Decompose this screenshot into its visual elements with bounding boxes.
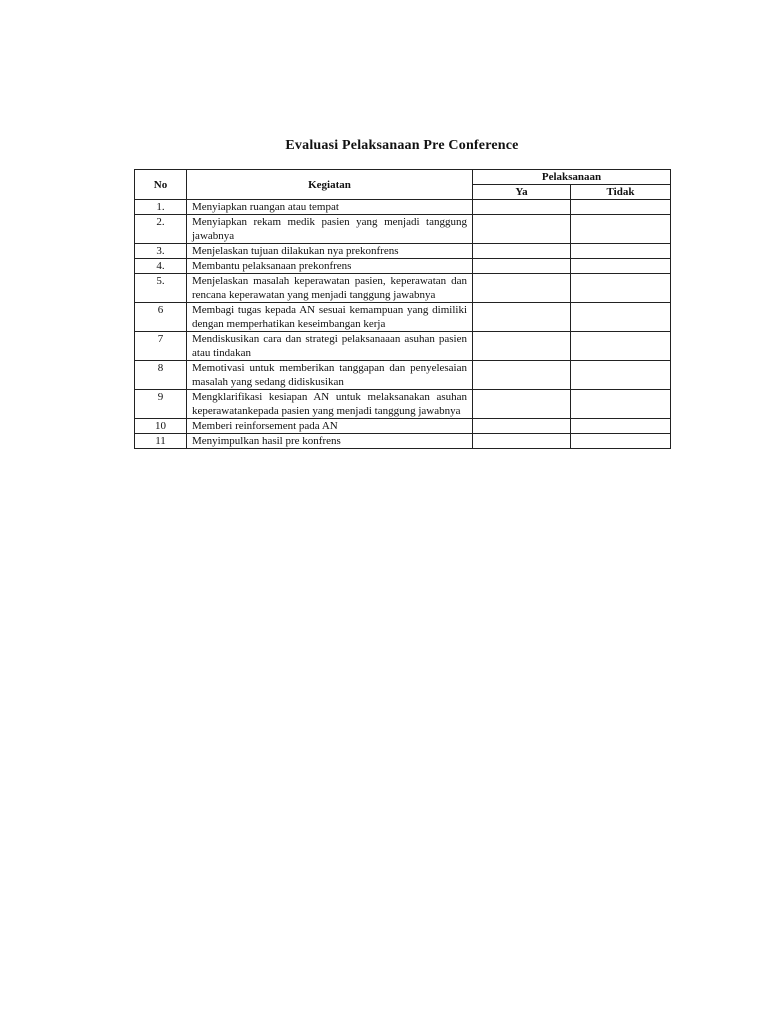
ya-cell — [473, 390, 571, 419]
ya-cell — [473, 419, 571, 434]
row-number: 6 — [135, 303, 187, 332]
row-kegiatan: Membantu pelaksanaan prekonfrens — [187, 259, 473, 274]
tidak-cell — [571, 303, 671, 332]
header-ya: Ya — [473, 185, 571, 200]
row-number: 9 — [135, 390, 187, 419]
document-title: Evaluasi Pelaksanaan Pre Conference — [285, 138, 519, 153]
table-row — [135, 259, 671, 274]
table-row — [135, 361, 671, 390]
ya-cell — [473, 244, 571, 259]
row-kegiatan: Mengklarifikasi kesiapan AN untuk melaksanakan asuhan keperawatankepada pasien yang menjadi tanggung jawabnya — [187, 390, 473, 419]
tidak-cell — [571, 200, 671, 215]
header-pelaksanaan: Pelaksanaan — [473, 170, 671, 185]
row-number: 1. — [135, 200, 187, 215]
tidak-cell — [571, 361, 671, 390]
ya-cell — [473, 361, 571, 390]
tidak-cell — [571, 259, 671, 274]
ya-cell — [473, 200, 571, 215]
row-number: 4. — [135, 259, 187, 274]
table-row — [135, 244, 671, 259]
ya-cell — [473, 274, 571, 303]
table-row — [135, 390, 671, 419]
row-number: 2. — [135, 215, 187, 244]
row-kegiatan: Menyiapkan ruangan atau tempat — [187, 200, 473, 215]
table-row — [135, 434, 671, 449]
table-row — [135, 274, 671, 303]
ya-cell — [473, 303, 571, 332]
tidak-cell — [571, 419, 671, 434]
row-number: 3. — [135, 244, 187, 259]
ya-cell — [473, 332, 571, 361]
row-kegiatan: Memberi reinforsement pada AN — [187, 419, 473, 434]
table-row — [135, 419, 671, 434]
table-row — [135, 332, 671, 361]
row-kegiatan: Menjelaskan masalah keperawatan pasien, keperawatan dan rencana keperawatan yang menjadi tanggung jawabnya — [187, 274, 473, 303]
row-kegiatan: Mendiskusikan cara dan strategi pelaksanaaan asuhan pasien atau tindakan — [187, 332, 473, 361]
row-kegiatan: Menyiapkan rekam medik pasien yang menjadi tanggung jawabnya — [187, 215, 473, 244]
tidak-cell — [571, 274, 671, 303]
row-number: 11 — [135, 434, 187, 449]
table-row — [135, 215, 671, 244]
ya-cell — [473, 259, 571, 274]
row-number: 5. — [135, 274, 187, 303]
row-kegiatan: Menyimpulkan hasil pre konfrens — [187, 434, 473, 449]
tidak-cell — [571, 244, 671, 259]
table-row — [135, 200, 671, 215]
table-row — [135, 303, 671, 332]
header-no: No — [135, 170, 187, 200]
header-row — [135, 170, 671, 185]
row-kegiatan: Menjelaskan tujuan dilakukan nya prekonfrens — [187, 244, 473, 259]
row-number: 10 — [135, 419, 187, 434]
header-tidak: Tidak — [571, 185, 671, 200]
tidak-cell — [571, 215, 671, 244]
tidak-cell — [571, 332, 671, 361]
row-number: 8 — [135, 361, 187, 390]
row-number: 7 — [135, 332, 187, 361]
row-kegiatan: Membagi tugas kepada AN sesuai kemampuan yang dimiliki dengan memperhatikan keseimbangan kerja — [187, 303, 473, 332]
header-kegiatan: Kegiatan — [187, 170, 473, 200]
tidak-cell — [571, 390, 671, 419]
tidak-cell — [571, 434, 671, 449]
ya-cell — [473, 434, 571, 449]
ya-cell — [473, 215, 571, 244]
row-kegiatan: Memotivasi untuk memberikan tanggapan dan penyelesaian masalah yang sedang didiskusikan — [187, 361, 473, 390]
evaluation-table — [134, 169, 671, 449]
